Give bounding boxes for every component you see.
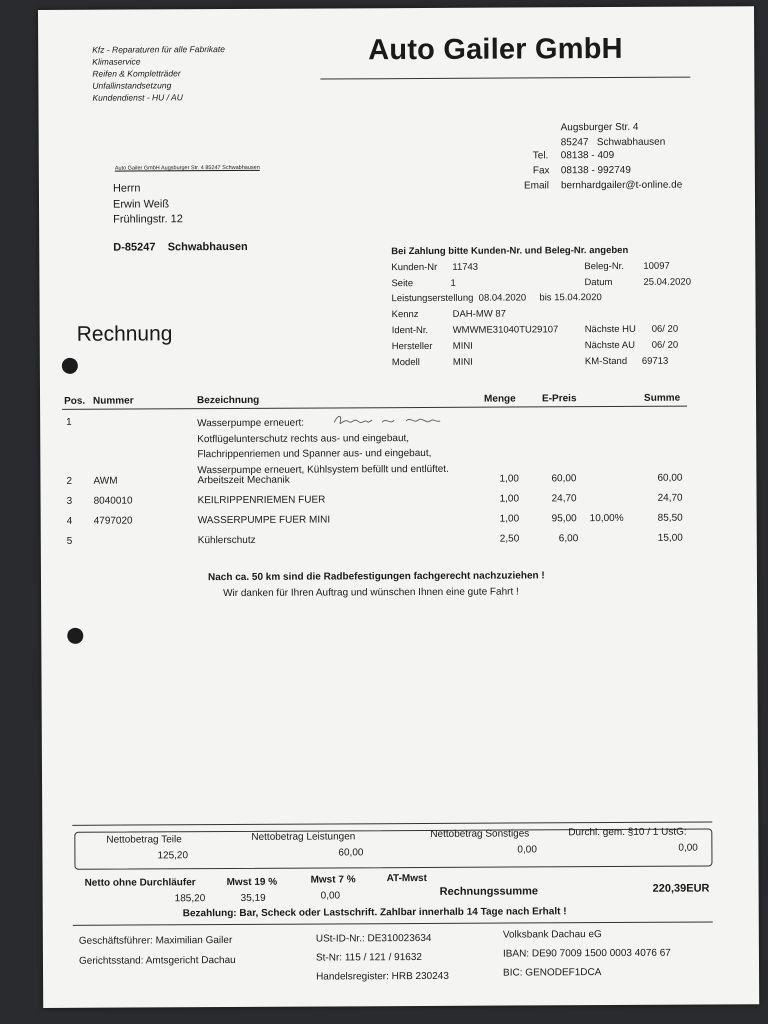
- row-unit-price: 6,00: [558, 533, 579, 545]
- page-label: Seite: [391, 278, 414, 290]
- recipient-city-line: [113, 239, 248, 255]
- row-total: 85,50: [657, 512, 683, 524]
- managing-director: Geschäftsführer: Maximilian Gailer: [78, 934, 233, 947]
- row-description: Arbeitszeit Mechanik: [197, 474, 290, 487]
- row-pos: 4: [66, 515, 73, 527]
- handwritten-scribble: [332, 412, 442, 429]
- next-hu-label: Nächste HU: [584, 323, 636, 336]
- row-number: AWM: [93, 475, 118, 487]
- vat7: 0,00: [320, 890, 341, 902]
- col-pos: Pos.: [64, 395, 86, 407]
- footer-rule: [73, 921, 713, 925]
- license-plate: DAH-MW 87: [452, 308, 506, 320]
- company-street: Augsburger Str. 4: [560, 121, 639, 134]
- tax-number: St-Nr: 115 / 121 / 91632: [315, 952, 422, 964]
- customer-no-label: Kunden-Nr: [391, 261, 438, 274]
- wheel-notice: Nach ca. 50 km sind die Radbefestigungen fachgerecht nachzuziehen !: [207, 570, 545, 584]
- pass-through: 0,00: [678, 842, 698, 854]
- row-pos: 5: [66, 535, 73, 547]
- row-unit-price: 95,00: [551, 513, 577, 525]
- mileage-label: KM-Stand: [584, 355, 628, 368]
- row-total: 24,70: [657, 492, 683, 504]
- sender-line: Auto Gailer GmbH Augsburger Str. 4 85247 Schwabhausen: [114, 164, 260, 172]
- service-line: Unfallinstandsetzung: [92, 80, 172, 91]
- company-email: bernhardgailer@t-online.de: [560, 179, 683, 192]
- row-description: Kühlerschutz: [197, 534, 256, 547]
- service-until-label: bis: [539, 292, 552, 304]
- invoice-total-label: Rechnungssumme: [439, 885, 539, 898]
- row-unit-price: 60,00: [551, 473, 577, 485]
- receipt-no: 10097: [643, 260, 670, 272]
- header-rule: [320, 77, 690, 80]
- vat19-label: Mwst 19 %: [226, 876, 278, 889]
- service-start: 08.04.2020: [478, 292, 527, 304]
- next-hu: 06/ 20: [651, 323, 679, 335]
- invoice-sheet: [38, 6, 759, 1008]
- model: MINI: [452, 356, 473, 368]
- col-unit-price: E-Preis: [542, 393, 577, 405]
- totals-rule: [72, 821, 712, 825]
- company-zip-city: [561, 135, 666, 151]
- service-end: 15.04.2020: [554, 292, 602, 304]
- vin: WMWME31040TU29107: [452, 324, 559, 336]
- service-line: Kfz - Reparaturen für alle Fabrikate: [92, 44, 225, 55]
- service-line: Kundendienst - HU / AU: [92, 92, 183, 103]
- date-label: Datum: [584, 276, 613, 289]
- email-label: Email: [523, 180, 549, 192]
- trade-register: Handelsregister: HRB 230243: [316, 970, 449, 983]
- row-pos: 3: [66, 495, 73, 507]
- invoice-date: 25.04.2020: [643, 276, 692, 288]
- fax-label: Fax: [532, 165, 550, 177]
- punch-hole: [67, 628, 83, 644]
- item-1-pos: 1: [66, 416, 72, 428]
- row-total: 60,00: [657, 472, 683, 484]
- row-pos: 2: [66, 475, 73, 487]
- col-quantity: Menge: [484, 393, 516, 405]
- col-total: Summe: [644, 392, 681, 404]
- col-number: Nummer: [93, 395, 134, 407]
- punch-hole: [62, 358, 78, 374]
- vat-id: USt-ID-Nr.: DE310023634: [315, 932, 432, 945]
- manufacturer-label: Hersteller: [391, 340, 433, 353]
- net-labour-label: Nettobetrag Leistungen: [251, 831, 356, 843]
- service-line: Klimaservice: [92, 56, 141, 67]
- row-description: KEILRIPPENRIEMEN FUER: [197, 494, 326, 507]
- plate-label: Kennz: [391, 309, 419, 321]
- company-city: Schwabhausen: [596, 136, 666, 149]
- recipient-zip: D-85247: [113, 240, 156, 254]
- receipt-no-label: Beleg-Nr.: [584, 260, 624, 273]
- bank-name: Volksbank Dachau eG: [502, 929, 602, 941]
- invoice-total: 220,39EUR: [652, 882, 710, 895]
- service-line: Reifen & Kompletträder: [92, 68, 181, 79]
- row-unit-price: 24,70: [551, 493, 577, 505]
- service-period-label: Leistungserstellung: [391, 292, 474, 305]
- table-header-rule: [62, 406, 687, 410]
- row-total: 15,00: [657, 532, 683, 544]
- tel-label: Tel.: [532, 150, 549, 162]
- vat19: 35,19: [240, 892, 266, 904]
- company-name: Auto Gailer GmbH: [368, 32, 623, 67]
- row-quantity: 2,50: [499, 533, 520, 545]
- page-no: 1: [450, 277, 456, 289]
- description-line: Wasserpumpe erneuert, Kühlsystem befüllt und entlüftet.: [197, 463, 449, 476]
- net-other-label: Nettobetrag Sonstiges: [430, 828, 530, 840]
- bic: BIC: GENODEF1DCA: [503, 967, 602, 979]
- row-number: 8040010: [93, 495, 133, 507]
- company-tel: 08138 - 409: [560, 149, 615, 162]
- description-line: Kotflügelunterschutz rechts aus- und eingebaut,: [197, 432, 410, 445]
- net-parts: 125,20: [157, 850, 189, 862]
- net-labour: 60,00: [338, 847, 364, 859]
- vat7-label: Mwst 7 %: [310, 874, 356, 886]
- vin-label: Ident-Nr.: [391, 324, 429, 337]
- row-description: WASSERPUMPE FUER MINI: [197, 514, 331, 527]
- row-quantity: 1,00: [499, 513, 520, 525]
- recipient-street: Frühlingstr. 12: [113, 213, 183, 226]
- document-title: Rechnung: [76, 322, 173, 346]
- customer-no: 11743: [452, 261, 479, 273]
- company-fax: 08138 - 992749: [560, 164, 631, 177]
- thanks-notice: Wir danken für Ihren Auftrag und wünschen Ihnen eine gute Fahrt !: [223, 586, 519, 600]
- services-list: [92, 43, 225, 104]
- mileage: 69713: [641, 355, 669, 367]
- net-other: 0,00: [517, 844, 537, 856]
- net-total-label: Netto ohne Durchläufer: [84, 877, 196, 889]
- recipient-city: Schwabhausen: [167, 240, 248, 253]
- row-number: 4797020: [93, 515, 133, 527]
- service-period: [391, 292, 601, 304]
- next-au-label: Nächste AU: [584, 339, 635, 352]
- net-total: 185,20: [174, 893, 206, 905]
- recipient-address: [113, 181, 248, 256]
- net-parts-label: Nettobetrag Teile: [106, 834, 182, 846]
- row-quantity: 1,00: [499, 473, 519, 485]
- row-discount: 10,00%: [589, 512, 624, 525]
- payment-reference-note: Bei Zahlung bitte Kunden-Nr. und Beleg-Nr. angeben: [391, 244, 629, 258]
- description-line: Flachrippenriemen und Spanner aus- und eingebaut,: [197, 447, 432, 461]
- company-zip: 85247: [560, 137, 589, 149]
- at-vat-label: AT-Mwst: [386, 872, 427, 885]
- recipient-salutation: Herrn: [112, 182, 141, 195]
- description-line: Wasserpumpe erneuert:: [197, 417, 305, 430]
- recipient-name: Erwin Weiß: [112, 197, 170, 211]
- col-description: Bezeichnung: [197, 394, 260, 407]
- jurisdiction: Gerichtsstand: Amtsgericht Dachau: [78, 954, 236, 967]
- row-quantity: 1,00: [499, 493, 520, 505]
- iban: IBAN: DE90 7009 1500 0003 4076 67: [502, 947, 671, 960]
- model-label: Modell: [391, 357, 420, 369]
- next-au: 06/ 20: [651, 339, 679, 351]
- payment-terms: Bezahlung: Bar, Scheck oder Lastschrift. Zahlbar innerhalb 14 Tage nach Erhalt !: [182, 906, 567, 920]
- pass-through-label: Durchl. gem. §10 / 1 UstG:: [568, 826, 687, 839]
- manufacturer: MINI: [452, 340, 473, 352]
